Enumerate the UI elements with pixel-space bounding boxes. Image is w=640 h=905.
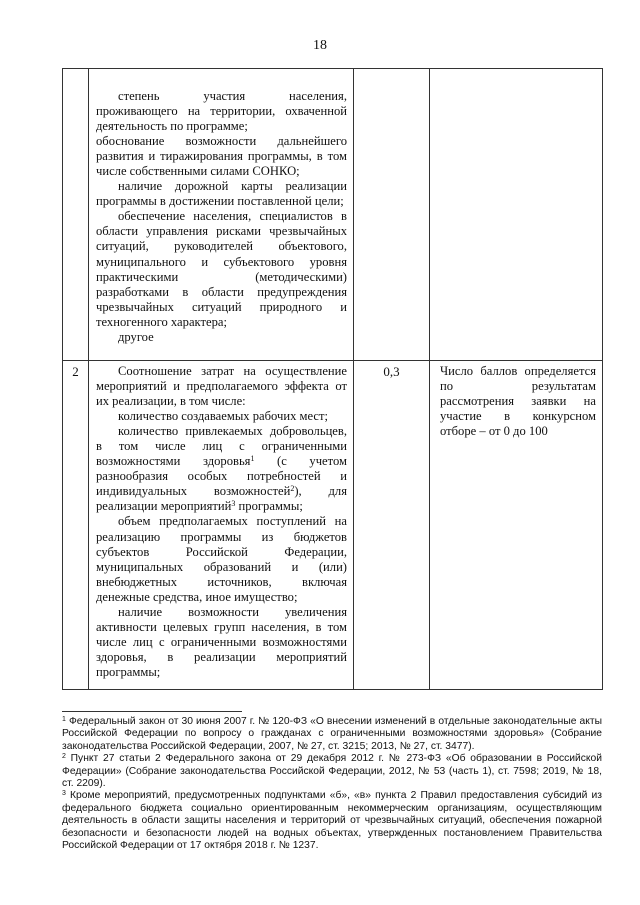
table-row xyxy=(63,361,603,690)
criteria-paragraph: объем предполагаемых поступлений на реализацию программы из бюджетов субъектов Российской Федерации, муниципальных образований и (или) внебюджетных источников, включая денежные средства, иное имущество; xyxy=(96,514,347,604)
criteria-paragraph: обоснование возможности дальнейшего развития и тиражирования программы, в том числе собственными силами СОНКО; xyxy=(96,134,347,179)
criteria-cell xyxy=(89,69,354,361)
criteria-text: ), для реализации мероприятий xyxy=(96,484,347,514)
criteria-cell xyxy=(89,361,354,690)
footnote xyxy=(62,753,602,790)
page-number: 18 xyxy=(313,38,327,53)
criteria-paragraph: наличие дорожной карты реализации программы в достижении поставленной цели; xyxy=(96,179,347,209)
row-number-cell xyxy=(63,69,89,361)
footnote-text: Кроме мероприятий, предусмотренных подпунктами «б», «в» пункта 2 Правил предоставления субсидий из федерального бюджета социально ориентированным некоммерческим организациям, осуществляющим деятельность в области защиты населения и территорий от чрезвычайных ситуаций, обеспечения пожарной безопасности и безопасности людей на водных объектах, утвержденных постановлением Правительства Российской Федерации от 17 октября 2018 г. № 1237. xyxy=(62,790,602,852)
criteria-paragraph: Соотношение затрат на осуществление мероприятий и предполагаемого эффекта от их реализации, в том числе: xyxy=(96,364,347,409)
footnote xyxy=(62,716,602,753)
footnote-mark: 2 xyxy=(62,753,66,761)
footnote-ref: 1 xyxy=(250,454,255,464)
criteria-text: количество привлекаемых добровольцев, в том числе лиц с ограниченными возможностями здоровья xyxy=(96,424,347,469)
score-value: 0,3 xyxy=(383,364,400,379)
criteria-paragraph xyxy=(96,424,347,514)
criteria-paragraph: количество создаваемых рабочих мест; xyxy=(118,409,328,424)
footnote-mark: 3 xyxy=(62,790,66,798)
score-description: Число баллов определяется по результатам рассмотрения заявки на участие в конкурсном отборе – от 0 до 100 xyxy=(440,364,596,439)
criteria-paragraph: обеспечение населения, специалистов в области управления рисками чрезвычайных ситуаций, руководителей объектового, муниципального и субъектового уровня практическими (методическими) разработками в области предупреждения чрезвычайных ситуаций природного и техногенного характера; xyxy=(96,209,347,329)
criteria-paragraph: наличие возможности увеличения активности целевых групп населения, в том числе лиц с ограниченными возможностями здоровья, в реализации мероприятий программы; xyxy=(96,604,347,679)
footnote-ref: 2 xyxy=(290,484,295,494)
criteria-paragraph: другое xyxy=(118,329,154,344)
footnote-separator xyxy=(62,711,242,712)
footnote-ref: 3 xyxy=(231,499,236,509)
score-cell xyxy=(354,361,430,690)
criteria-text: программы; xyxy=(235,499,303,514)
footnote xyxy=(62,790,602,852)
criteria-paragraph: степень участия населения, проживающего на территории, охваченной деятельность по программе; xyxy=(96,89,347,134)
description-cell xyxy=(430,69,603,361)
criteria-table xyxy=(62,68,603,690)
footnote-text: Пункт 27 статьи 2 Федерального закона от 29 декабря 2012 г. № 273-ФЗ «Об образовании в Российской Федерации» (Собрание законодательства Российской Федерации, 2012, № 53 (часть 1), ст. 7598; 2019, № 18, ст. 2209). xyxy=(62,753,602,790)
criteria-text: (с учетом разнообразия особых потребностей и индивидуальных возможностей xyxy=(96,454,347,499)
table-row xyxy=(63,69,603,361)
row-number-cell xyxy=(63,361,89,690)
footnote-text: Федеральный закон от 30 июня 2007 г. № 120-ФЗ «О внесении изменений в отдельные законодательные акты Российской Федерации по вопросу о гражданах с ограниченными возможностями здоровья» (Собрание законодательства Российской Федерации, 2007, № 27, ст. 3215; 2013, № 27, ст. 3477). xyxy=(62,716,602,752)
description-cell xyxy=(430,361,603,690)
footnotes xyxy=(62,716,602,852)
footnote-mark: 1 xyxy=(62,716,66,723)
row-number: 2 xyxy=(72,364,79,379)
score-cell xyxy=(354,69,430,361)
